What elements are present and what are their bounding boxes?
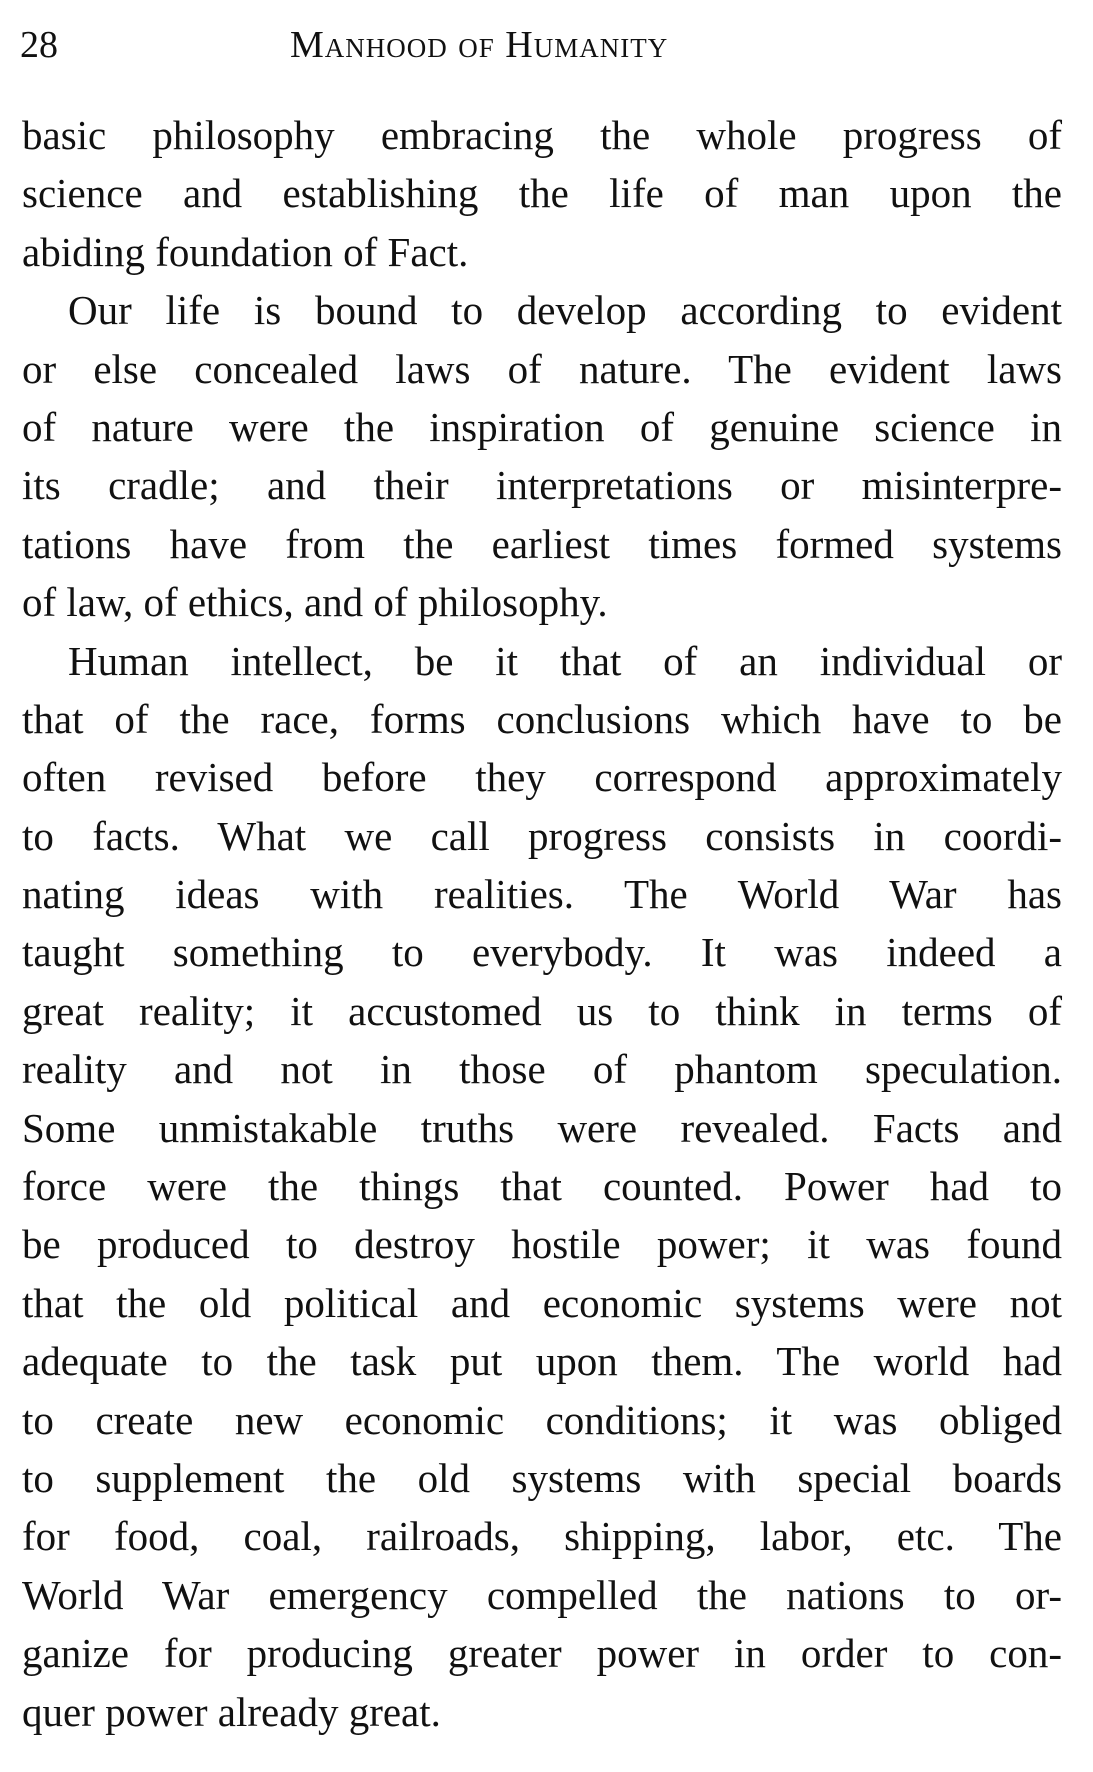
text-line: that of the race, forms conclusions which have to be: [22, 695, 1062, 742]
text-line: science and establishing the life of man upon the: [22, 170, 1062, 217]
text-line: to create new economic conditions; it was obliged: [22, 1396, 1062, 1443]
text-line: reality and not in those of phantom speculation.: [22, 1046, 1062, 1093]
text-line: tations have from the earliest times formed systems: [22, 520, 1062, 567]
text-line: basic philosophy embracing the whole progress of: [22, 112, 1062, 158]
text-line: of nature were the inspiration of genuine science in: [22, 403, 1062, 450]
text-line: Our life is bound to develop according to evident: [68, 287, 1062, 334]
text-line: to facts. What we call progress consists in coordi-: [22, 812, 1062, 859]
text-line: or else concealed laws of nature. The evident laws: [22, 345, 1062, 392]
running-title: Manhood of Humanity: [290, 24, 669, 66]
text-line: that the old political and economic systems were not: [22, 1279, 1062, 1326]
text-line: be produced to destroy hostile power; it was found: [22, 1221, 1062, 1268]
text-line: taught something to everybody. It was indeed a: [22, 929, 1062, 976]
text-line: adequate to the task put upon them. The world had: [22, 1338, 1062, 1385]
text-line: ganize for producing greater power in order to con-: [22, 1630, 1062, 1677]
text-line: Human intellect, be it that of an individual or: [68, 637, 1062, 684]
text-line: abiding foundation of Fact.: [22, 228, 469, 275]
text-line: force were the things that counted. Power had to: [22, 1163, 1062, 1210]
text-line: its cradle; and their interpretations or misinterpre-: [22, 462, 1062, 509]
text-line: nating ideas with realities. The World War has: [22, 871, 1062, 918]
text-line: great reality; it accustomed us to think in terms of: [22, 987, 1062, 1034]
running-head: [20, 14, 1060, 76]
text-line: Some unmistakable truths were revealed. Facts and: [22, 1104, 1062, 1151]
text-line: quer power already great.: [22, 1688, 441, 1735]
text-line: World War emergency compelled the nations to or-: [22, 1571, 1062, 1618]
text-line: of law, of ethics, and of philosophy.: [22, 579, 608, 626]
body-text: [22, 106, 1062, 1741]
text-line: for food, coal, railroads, shipping, labor, etc. The: [22, 1513, 1062, 1560]
text-line: often revised before they correspond approximately: [22, 754, 1062, 801]
page-number: 28: [20, 24, 58, 66]
text-line: to supplement the old systems with special boards: [22, 1454, 1062, 1501]
